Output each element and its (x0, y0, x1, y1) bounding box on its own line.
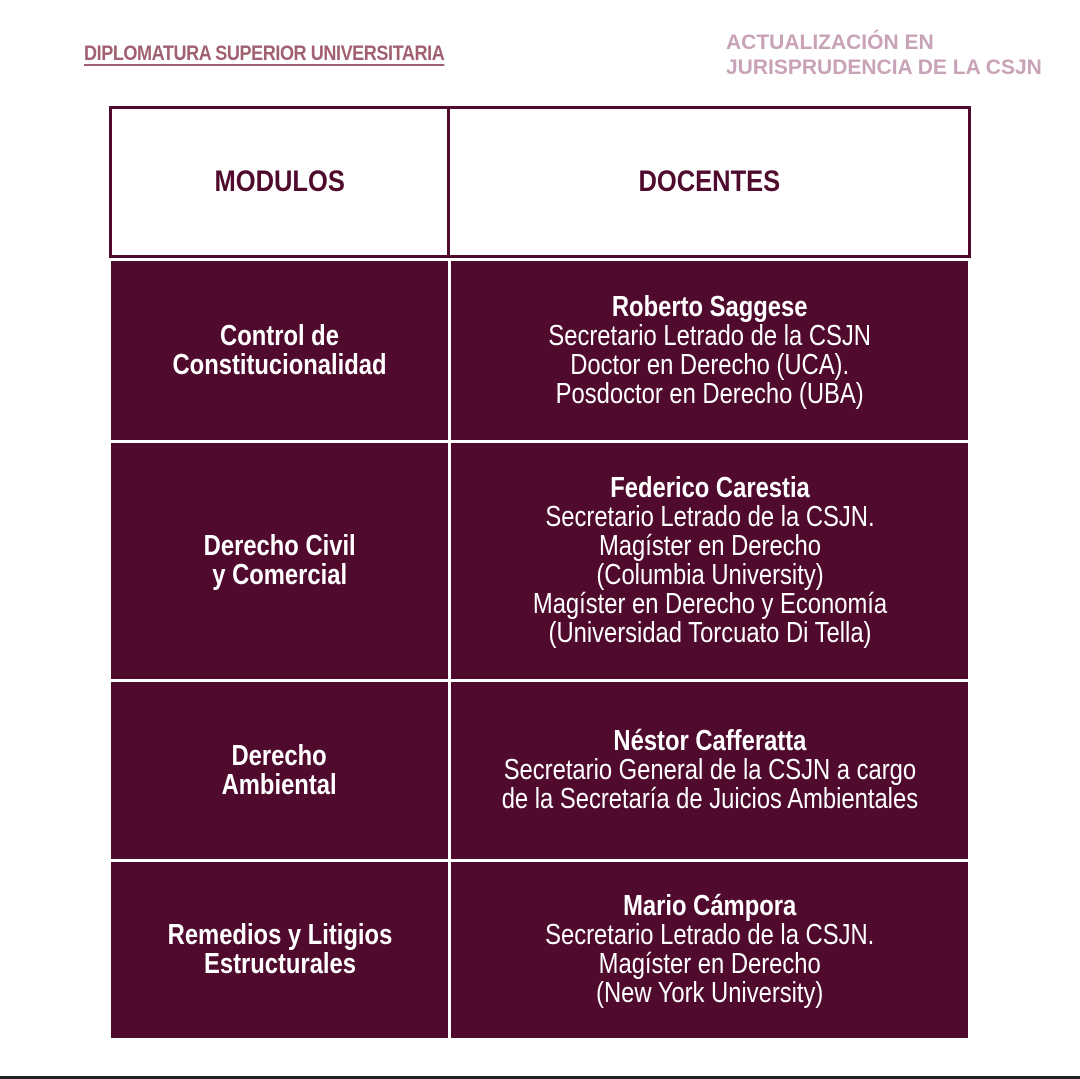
module-label: Control de (220, 319, 339, 352)
teacher-detail: Magíster en Derecho (598, 530, 821, 562)
column-header-modulos: MODULOS (109, 106, 450, 258)
table-row (109, 682, 971, 859)
module-label: Remedios y Litigios (167, 919, 392, 951)
header-course-title (726, 30, 1042, 80)
teacher-detail: (Universidad Torcuato Di Tella) (548, 617, 871, 649)
module-label: Constitucionalidad (172, 348, 387, 381)
table-row (109, 862, 971, 1038)
module-label: Derecho (231, 739, 328, 772)
module-cell (111, 862, 448, 1038)
teacher-name: Mario Cámpora (622, 890, 797, 922)
teacher-detail: de la Secretaría de Juicios Ambientales (501, 783, 918, 815)
column-header-docentes: DOCENTES (450, 106, 971, 258)
teacher-detail: Secretario Letrado de la CSJN. (544, 501, 875, 533)
teacher-detail: Magíster en Derecho (598, 948, 821, 980)
module-cell (111, 443, 448, 679)
modules-table (109, 106, 971, 1038)
table-header-row (109, 106, 971, 258)
teacher-name: Federico Carestia (609, 472, 810, 504)
module-label: Estructurales (203, 948, 356, 980)
teacher-name: Roberto Saggese (611, 290, 808, 323)
teacher-name: Néstor Cafferatta (613, 725, 806, 757)
teacher-cell (451, 862, 968, 1038)
module-label: y Comercial (212, 559, 347, 591)
teacher-detail: Doctor en Derecho (UCA). (570, 348, 849, 381)
teacher-detail: (Columbia University) (595, 559, 824, 591)
teacher-detail: Posdoctor en Derecho (UBA) (555, 377, 864, 410)
module-label: Derecho Civil (203, 530, 356, 562)
header-course-title-line1: ACTUALIZACIÓN EN (726, 31, 934, 54)
teacher-detail: Magíster en Derecho y Economía (532, 588, 887, 620)
teacher-cell (451, 682, 968, 859)
teacher-cell (451, 261, 968, 440)
table-row (109, 261, 971, 440)
teacher-cell (451, 443, 968, 679)
teacher-detail: Secretario Letrado de la CSJN. (544, 919, 875, 951)
module-cell (111, 261, 448, 440)
header-course-title-line2: JURISPRUDENCIA DE LA CSJN (726, 56, 1042, 79)
table-row (109, 443, 971, 679)
module-cell (111, 682, 448, 859)
teacher-detail: Secretario General de la CSJN a cargo (503, 754, 916, 786)
teacher-detail: Secretario Letrado de la CSJN (548, 319, 871, 352)
module-label: Ambiental (222, 768, 337, 801)
teacher-detail: (New York University) (595, 977, 824, 1009)
header-diplomatura-title: DIPLOMATURA SUPERIOR UNIVERSITARIA (84, 42, 445, 65)
